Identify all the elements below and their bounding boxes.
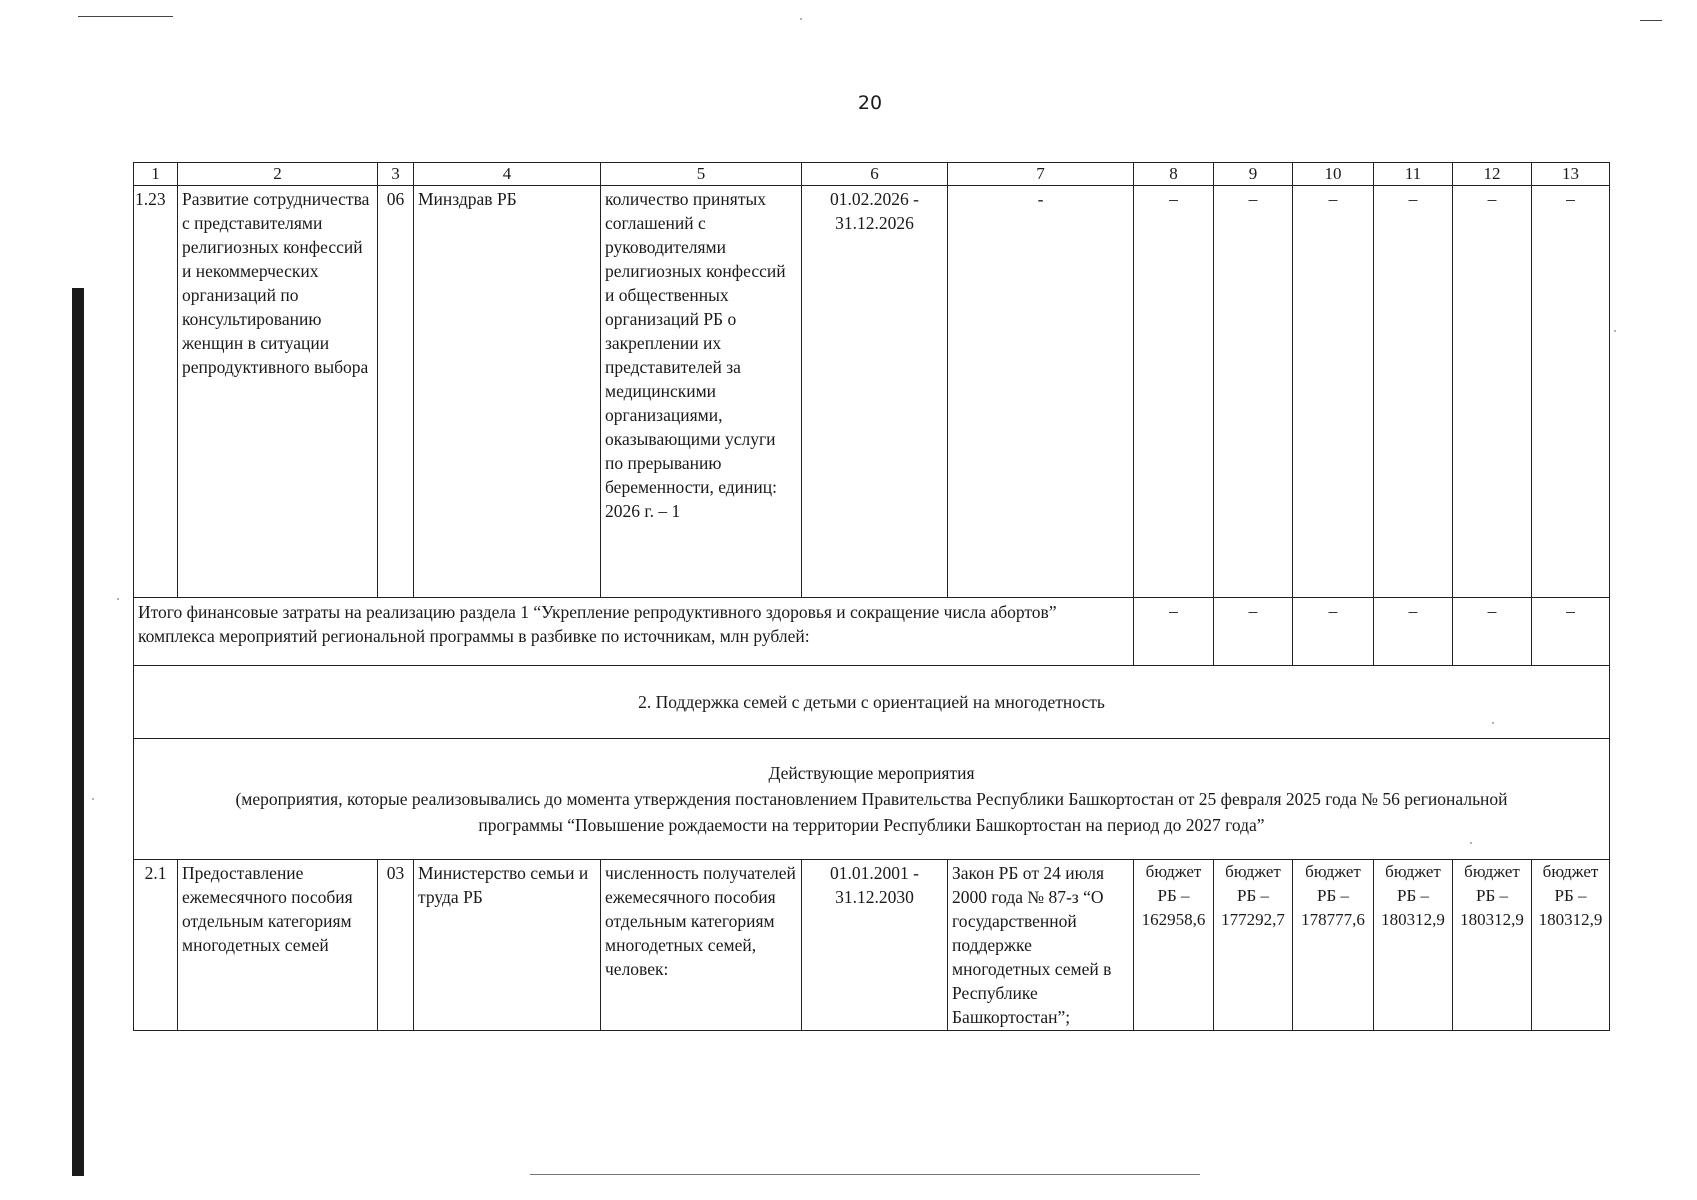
- scan-speck: [1614, 330, 1616, 332]
- indicator-year: 2026 г. – 1: [605, 501, 681, 521]
- col-header: 3: [378, 163, 414, 186]
- scan-speck: [1492, 722, 1494, 724]
- program-table: [133, 162, 1610, 1031]
- executor: Министерство семьи и труда РБ: [414, 860, 601, 1031]
- funding-value: –: [1214, 186, 1293, 598]
- budget-label: бюджет РБ –: [1464, 862, 1520, 905]
- col-header: 4: [414, 163, 601, 186]
- total-value: –: [1532, 598, 1610, 666]
- executor: Минздрав РБ: [414, 186, 601, 598]
- measure-code: 03: [378, 860, 414, 1031]
- budget-label: бюджет РБ –: [1385, 862, 1441, 905]
- col-header: 5: [601, 163, 802, 186]
- budget-label: бюджет РБ –: [1225, 862, 1281, 905]
- budget-value: 162958,6: [1141, 910, 1206, 929]
- col-header: 1: [134, 163, 178, 186]
- budget-cell: [1532, 860, 1610, 1031]
- current-events-row: [134, 739, 1610, 860]
- budget-label: бюджет РБ –: [1145, 862, 1202, 905]
- indicator: численность получателей ежемесячного пособия отдельным категориям многодетных семей, человек:: [601, 860, 802, 1031]
- total-value: –: [1134, 598, 1214, 666]
- budget-value: 177292,7: [1221, 910, 1285, 929]
- period: 01.01.2001 - 31.12.2030: [802, 860, 948, 1031]
- col-header: 13: [1532, 163, 1610, 186]
- budget-value: 180312,9: [1381, 910, 1445, 929]
- row-number: 1.23: [134, 186, 178, 598]
- col-header: 7: [948, 163, 1134, 186]
- current-events-title: Действующие мероприятия: [768, 763, 975, 783]
- current-events-heading: [134, 739, 1610, 860]
- budget-cell: [1453, 860, 1532, 1031]
- col-header: 12: [1453, 163, 1532, 186]
- budget-cell: [1374, 860, 1453, 1031]
- table-row-2-1: [134, 860, 1610, 1031]
- legal-basis: Закон РБ от 24 июля 2000 года № 87-з “О государственной поддержке многодетных семей в Республике Башкортостан”;: [948, 860, 1134, 1031]
- measure-name: Развитие сотрудничества с представителями религиозных конфессий и некоммерческих организаций по консультированию женщин в ситуации репродуктивного выбора: [178, 186, 378, 598]
- budget-cell: [1134, 860, 1214, 1031]
- scan-top-line-right: [1640, 20, 1662, 21]
- total-text: Итого финансовые затраты на реализацию раздела 1 “Укрепление репродуктивного здоровья и сокращение числа абортов” комплекса мероприятий региональной программы в разбивке по источникам, млн рублей:: [134, 598, 1134, 666]
- total-value: –: [1293, 598, 1374, 666]
- budget-value: 180312,9: [1538, 910, 1603, 929]
- budget-value: 178777,6: [1301, 910, 1365, 929]
- budget-cell: [1214, 860, 1293, 1031]
- budget-label: бюджет РБ –: [1542, 862, 1599, 905]
- measure-code: 06: [378, 186, 414, 598]
- scan-speck: [117, 598, 119, 600]
- measure-name: Предоставление ежемесячного пособия отдельным категориям многодетных семей: [178, 860, 378, 1031]
- row-number: 2.1: [134, 860, 178, 1031]
- scan-speck: [92, 798, 94, 800]
- funding-value: –: [1532, 186, 1610, 598]
- funding-value: –: [1134, 186, 1214, 598]
- total-value: –: [1214, 598, 1293, 666]
- period: 01.02.2026 - 31.12.2026: [802, 186, 948, 598]
- indicator-cell: [601, 186, 802, 598]
- column-number-row: [134, 163, 1610, 186]
- scan-speck: [1470, 842, 1472, 844]
- budget-value: 180312,9: [1460, 910, 1524, 929]
- col-header: 8: [1134, 163, 1214, 186]
- indicator-text: количество принятых соглашений с руководителями религиозных конфессий и общественных организаций РБ о закреплении их представителей за медицинскими организациями, оказывающими услуги по прерыванию беременности, единиц:: [605, 189, 786, 497]
- section-title: 2. Поддержка семей с детьми с ориентацией на многодетность: [134, 666, 1610, 739]
- col-header: 2: [178, 163, 378, 186]
- funding-value: –: [1453, 186, 1532, 598]
- total-value: –: [1453, 598, 1532, 666]
- page-number: 20: [857, 92, 883, 114]
- budget-label: бюджет РБ –: [1305, 862, 1361, 905]
- funding-value: –: [1293, 186, 1374, 598]
- col-header: 11: [1374, 163, 1453, 186]
- scan-bottom-line: [530, 1174, 1200, 1175]
- funding-value: –: [1374, 186, 1453, 598]
- col-header: 9: [1214, 163, 1293, 186]
- scan-speck: [800, 18, 802, 20]
- scan-top-line-left: [78, 16, 173, 17]
- table-row-1-23: [134, 186, 1610, 598]
- total-row: [134, 598, 1610, 666]
- scan-margin-bar: [72, 288, 84, 1176]
- total-value: –: [1374, 598, 1453, 666]
- budget-cell: [1293, 860, 1374, 1031]
- section-2-row: [134, 666, 1610, 739]
- col-header: 10: [1293, 163, 1374, 186]
- legal-basis: -: [948, 186, 1134, 598]
- current-events-subtitle: (мероприятия, которые реализовывались до момента утверждения постановлением Правительства Республики Башкортостан от 25 февраля 2025 года № 56 региональной программы “Повышение рождаемости на территории Республики Башкортостан на период до 2027 года”: [235, 789, 1508, 835]
- col-header: 6: [802, 163, 948, 186]
